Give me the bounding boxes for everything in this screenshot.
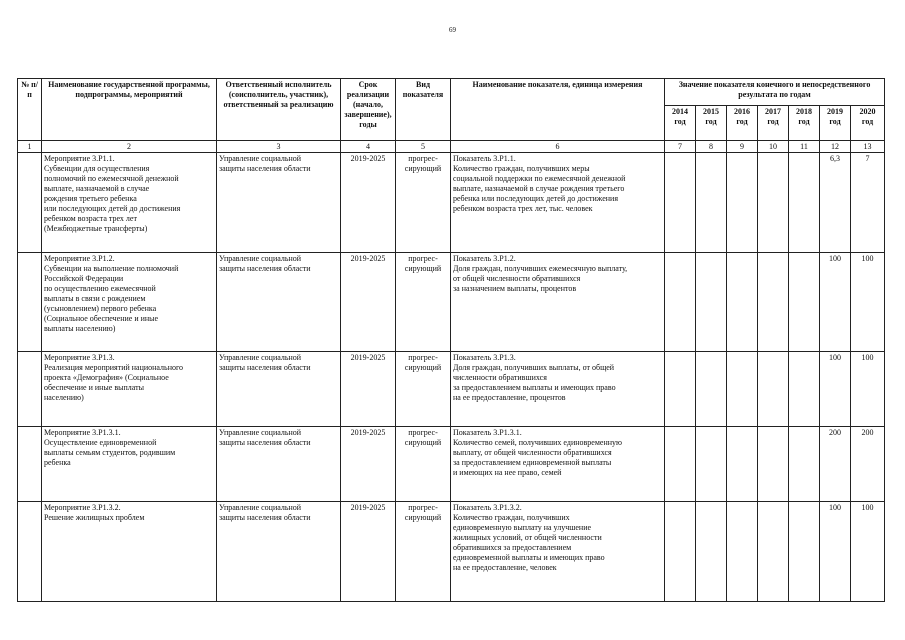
column-number: 9 (727, 141, 758, 153)
value-2017 (758, 352, 789, 427)
indicator-name: Показатель 3.Р1.1. Количество граждан, получивших меры социальной поддержки по ежемесячной денежной выплате, назначаемой в случае рождения третьего ребенка или последующих детей до достижения ребенком возраста трех лет, тыс. человек (451, 153, 665, 253)
page-number: 69 (449, 26, 456, 34)
column-number: 3 (217, 141, 341, 153)
value-2020: 100 (851, 352, 885, 427)
row-number-cell (18, 253, 42, 352)
column-number: 2 (42, 141, 217, 153)
value-2015 (696, 352, 727, 427)
column-numbers-row (18, 141, 885, 153)
value-2014 (665, 352, 696, 427)
header-row (18, 79, 885, 106)
indicator-kind: прогрес- сирующий (396, 352, 451, 427)
header-year: 2017 год (758, 106, 789, 141)
measure-name: Мероприятие 3.Р1.1. Субвенции для осуществления полномочий по ежемесячной денежной выплате, назначаемой в случае рождения третьего ребенка или последующих детей до достижения ребенком возраста трех лет (Межбюджетные трансферты) (42, 153, 217, 253)
value-2016 (727, 253, 758, 352)
value-2015 (696, 153, 727, 253)
period: 2019-2025 (341, 153, 396, 253)
value-2020: 100 (851, 502, 885, 602)
row-number-cell (18, 427, 42, 502)
executor: Управление социальной защиты населения области (217, 502, 341, 602)
executor: Управление социальной защиты населения области (217, 253, 341, 352)
header-year: 2016 год (727, 106, 758, 141)
value-2014 (665, 502, 696, 602)
table-row (18, 253, 885, 352)
executor: Управление социальной защиты населения области (217, 352, 341, 427)
value-2019: 100 (820, 253, 851, 352)
executor: Управление социальной защиты населения области (217, 427, 341, 502)
header-program-name: Наименование государственной программы, подпрограммы, мероприятий (42, 79, 217, 141)
period: 2019-2025 (341, 352, 396, 427)
value-2016 (727, 427, 758, 502)
value-2014 (665, 153, 696, 253)
header-indicator-kind: Вид показателя (396, 79, 451, 141)
indicator-kind: прогрес- сирующий (396, 153, 451, 253)
column-number: 13 (851, 141, 885, 153)
value-2016 (727, 153, 758, 253)
table-row (18, 352, 885, 427)
program-indicators-table (17, 78, 885, 602)
row-number-cell (18, 153, 42, 253)
measure-name: Мероприятие 3.Р1.3. Реализация мероприятий национального проекта «Демография» (Социальное обеспечение и иные выплаты населению) (42, 352, 217, 427)
indicator-kind: прогрес- сирующий (396, 502, 451, 602)
column-number: 7 (665, 141, 696, 153)
executor: Управление социальной защиты населения области (217, 153, 341, 253)
value-2018 (789, 427, 820, 502)
header-values-group: Значение показателя конечного и непосредственного результата по годам (665, 79, 885, 106)
header-number: № п/п (18, 79, 42, 141)
indicator-name: Показатель 3.Р1.3. Доля граждан, получивших выплаты, от общей численности обратившихся за предоставлением выплаты и имеющих право на ее предоставление, процентов (451, 352, 665, 427)
value-2016 (727, 352, 758, 427)
column-number: 12 (820, 141, 851, 153)
header-year: 2019 год (820, 106, 851, 141)
value-2020: 100 (851, 253, 885, 352)
value-2019: 100 (820, 352, 851, 427)
indicator-kind: прогрес- сирующий (396, 427, 451, 502)
period: 2019-2025 (341, 253, 396, 352)
value-2018 (789, 153, 820, 253)
header-year: 2014 год (665, 106, 696, 141)
value-2015 (696, 253, 727, 352)
value-2017 (758, 427, 789, 502)
value-2018 (789, 502, 820, 602)
period: 2019-2025 (341, 502, 396, 602)
table-row (18, 153, 885, 253)
column-number: 1 (18, 141, 42, 153)
table-row (18, 427, 885, 502)
header-year: 2015 год (696, 106, 727, 141)
row-number-cell (18, 502, 42, 602)
header-year: 2018 год (789, 106, 820, 141)
value-2015 (696, 502, 727, 602)
measure-name: Мероприятие 3.Р1.3.2. Решение жилищных проблем (42, 502, 217, 602)
period: 2019-2025 (341, 427, 396, 502)
value-2014 (665, 427, 696, 502)
indicator-name: Показатель 3.Р1.3.2. Количество граждан, получивших единовременную выплату на улучшение жилищных условий, от общей численности обратившихся за предоставлением единовременной выплаты и имеющих право на ее предоставление, человек (451, 502, 665, 602)
value-2016 (727, 502, 758, 602)
value-2020: 7 (851, 153, 885, 253)
column-number: 8 (696, 141, 727, 153)
indicator-kind: прогрес- сирующий (396, 253, 451, 352)
value-2020: 200 (851, 427, 885, 502)
column-number: 5 (396, 141, 451, 153)
value-2015 (696, 427, 727, 502)
header-year: 2020 год (851, 106, 885, 141)
column-number: 10 (758, 141, 789, 153)
table-row (18, 502, 885, 602)
header-indicator-name: Наименование показателя, единица измерения (451, 79, 665, 141)
value-2018 (789, 352, 820, 427)
header-executor: Ответственный исполнитель (соисполнитель, участник), ответственный за реализацию (217, 79, 341, 141)
column-number: 11 (789, 141, 820, 153)
header-period: Срок реализации (начало, завершение), годы (341, 79, 396, 141)
column-number: 6 (451, 141, 665, 153)
value-2019: 200 (820, 427, 851, 502)
value-2019: 100 (820, 502, 851, 602)
value-2014 (665, 253, 696, 352)
measure-name: Мероприятие 3.Р1.2. Субвенции на выполнение полномочий Российской Федерации по осуществлению ежемесячной выплаты в связи с рождением (усыновлением) первого ребенка (Социальное обеспечение и иные выплаты населению) (42, 253, 217, 352)
value-2019: 6,3 (820, 153, 851, 253)
value-2017 (758, 253, 789, 352)
value-2017 (758, 153, 789, 253)
indicator-name: Показатель 3.Р1.3.1. Количество семей, получивших единовременную выплату, от общей численности обратившихся за предоставлением единовременной выплаты и имеющих на нее право, семей (451, 427, 665, 502)
row-number-cell (18, 352, 42, 427)
indicator-name: Показатель 3.Р1.2. Доля граждан, получивших ежемесячную выплату, от общей численности обратившихся за назначением выплаты, процентов (451, 253, 665, 352)
value-2018 (789, 253, 820, 352)
measure-name: Мероприятие 3.Р1.3.1. Осуществление единовременной выплаты семьям студентов, родившим ребенка (42, 427, 217, 502)
column-number: 4 (341, 141, 396, 153)
value-2017 (758, 502, 789, 602)
